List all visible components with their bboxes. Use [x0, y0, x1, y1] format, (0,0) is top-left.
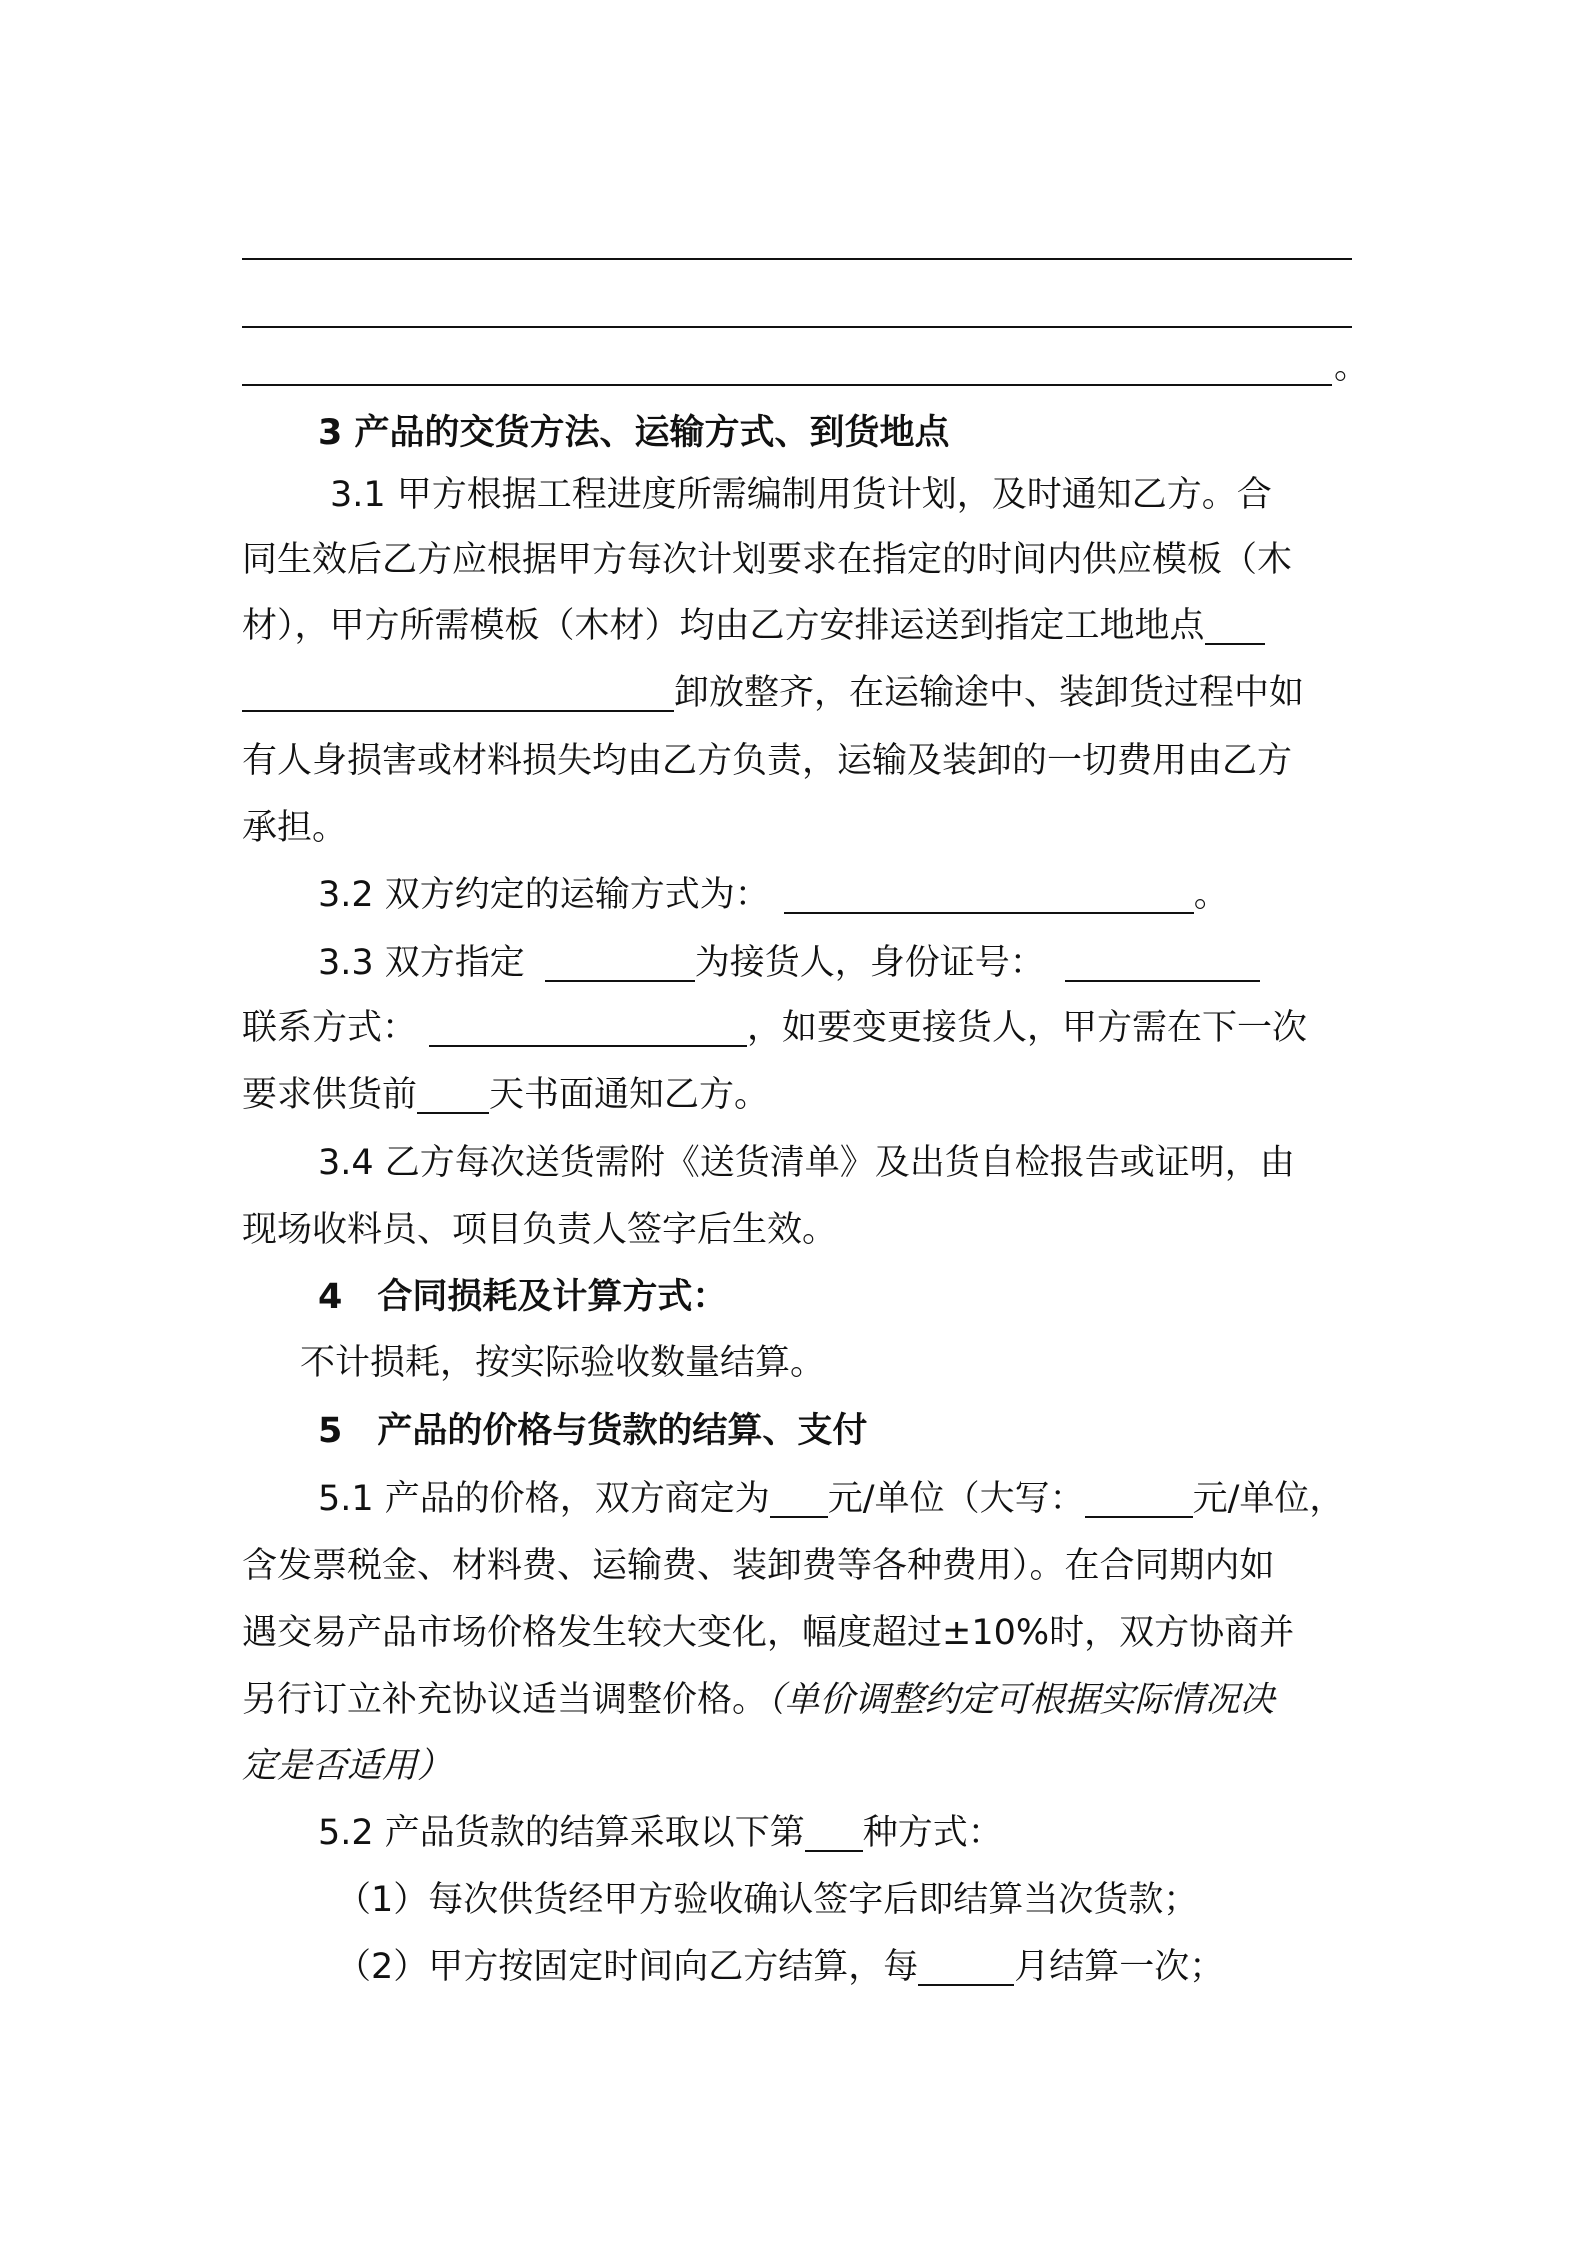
clause-5-1-line-1	[318, 1476, 1438, 1522]
clause-5-1-note: （单价调整约定可根据实际情况决	[767, 1680, 1275, 1720]
clause-3-1-line-3	[242, 603, 1362, 649]
clause-3-3-text: ，如要变更接货人，甲方需在下一次	[747, 1008, 1308, 1048]
clause-3-3-text: 天书面通知乙方。	[489, 1075, 770, 1115]
clause-5-1-text: 5.1 产品的价格，双方商定为	[318, 1479, 770, 1519]
clause-5-1-text: 元/单位，	[1192, 1479, 1345, 1519]
clause-5-1-line-2: 含发票税金、材料费、运输费、装卸费等各种费用）。在合同期内如	[242, 1546, 1275, 1586]
clause-3-1-line-6: 承担。	[242, 808, 348, 848]
clause-3-1-text: 材），甲方所需模板（木材）均由乙方安排运送到指定工地地点	[242, 606, 1205, 646]
clause-3-3-text: 联系方式：	[242, 1008, 418, 1048]
receiver-name-blank[interactable]	[545, 942, 695, 982]
clause-3-3-text: 要求供货前	[242, 1075, 418, 1115]
settlement-option-1: （1）每次供货经甲方验收确认签字后即结算当次货款；	[336, 1880, 1199, 1920]
settlement-months-blank[interactable]	[918, 1946, 1014, 1986]
clause-5-2-text: 种方式：	[862, 1813, 1003, 1853]
top-period: 。	[1334, 347, 1370, 387]
blank-line[interactable]	[242, 326, 1352, 328]
clause-5-1-text: 元/单位（大写：	[827, 1479, 1085, 1519]
blank-line[interactable]	[242, 384, 1332, 386]
section-4-body: 不计损耗，按实际验收数量结算。	[300, 1343, 826, 1383]
clause-5-1-line-3: 遇交易产品市场价格发生较大变化，幅度超过±10%时，双方协商并	[242, 1613, 1295, 1653]
clause-5-1-line-4	[242, 1677, 1362, 1723]
clause-3-1-text: 卸放整齐，在运输途中、装卸货过程中如	[674, 673, 1305, 713]
transport-method-blank[interactable]	[784, 874, 1194, 914]
section-4-heading: 4 合同损耗及计算方式：	[318, 1277, 728, 1317]
clause-5-1-note-cont: 定是否适用）	[242, 1746, 453, 1786]
settlement-option-2-text: 月结算一次；	[1014, 1947, 1225, 1987]
clause-3-3-text: 3.3 双方指定	[318, 943, 525, 983]
clause-3-4-line-2: 现场收料员、项目负责人签字后生效。	[242, 1210, 838, 1250]
contact-blank[interactable]	[429, 1007, 747, 1047]
clause-3-2-text: 3.2 双方约定的运输方式为：	[318, 875, 770, 915]
clause-3-3-line-2	[242, 1005, 1362, 1051]
clause-5-1-text: 另行订立补充协议适当调整价格。	[242, 1680, 768, 1720]
clause-3-1-line-5: 有人身损害或材料损失均由乙方负责，运输及装卸的一切费用由乙方	[242, 741, 1293, 781]
clause-3-3-line-3	[242, 1072, 1362, 1118]
clause-3-1-line-1: 3.1 甲方根据工程进度所需编制用货计划，及时通知乙方。合	[330, 475, 1272, 515]
clause-3-2	[318, 872, 1438, 918]
delivery-site-blank[interactable]	[1205, 605, 1265, 645]
notice-days-blank[interactable]	[417, 1074, 489, 1114]
clause-5-2-text: 5.2 产品货款的结算采取以下第	[318, 1813, 805, 1853]
unit-price-blank[interactable]	[770, 1478, 828, 1518]
clause-3-3-text: 为接货人，身份证号：	[694, 943, 1045, 983]
settlement-option-blank[interactable]	[805, 1812, 863, 1852]
blank-line[interactable]	[242, 258, 1352, 260]
section-5-heading: 5 产品的价格与货款的结算、支付	[318, 1411, 868, 1451]
settlement-option-2	[336, 1944, 1456, 1990]
id-number-blank[interactable]	[1065, 942, 1260, 982]
clause-3-1-line-2: 同生效后乙方应根据甲方每次计划要求在指定的时间内供应模板（木	[242, 540, 1293, 580]
delivery-site-blank-cont[interactable]	[242, 672, 674, 712]
section-3-heading: 3 产品的交货方法、运输方式、到货地点	[318, 413, 950, 453]
clause-3-1-line-4	[242, 670, 1362, 716]
settlement-option-2-text: （2）甲方按固定时间向乙方结算，每	[336, 1947, 919, 1987]
clause-5-2	[318, 1810, 1438, 1856]
clause-3-2-period: 。	[1193, 875, 1229, 915]
clause-3-4-line-1: 3.4 乙方每次送货需附《送货清单》及出货自检报告或证明，由	[318, 1143, 1295, 1183]
unit-price-words-blank[interactable]	[1085, 1478, 1193, 1518]
clause-3-3-line-1	[318, 940, 1438, 986]
